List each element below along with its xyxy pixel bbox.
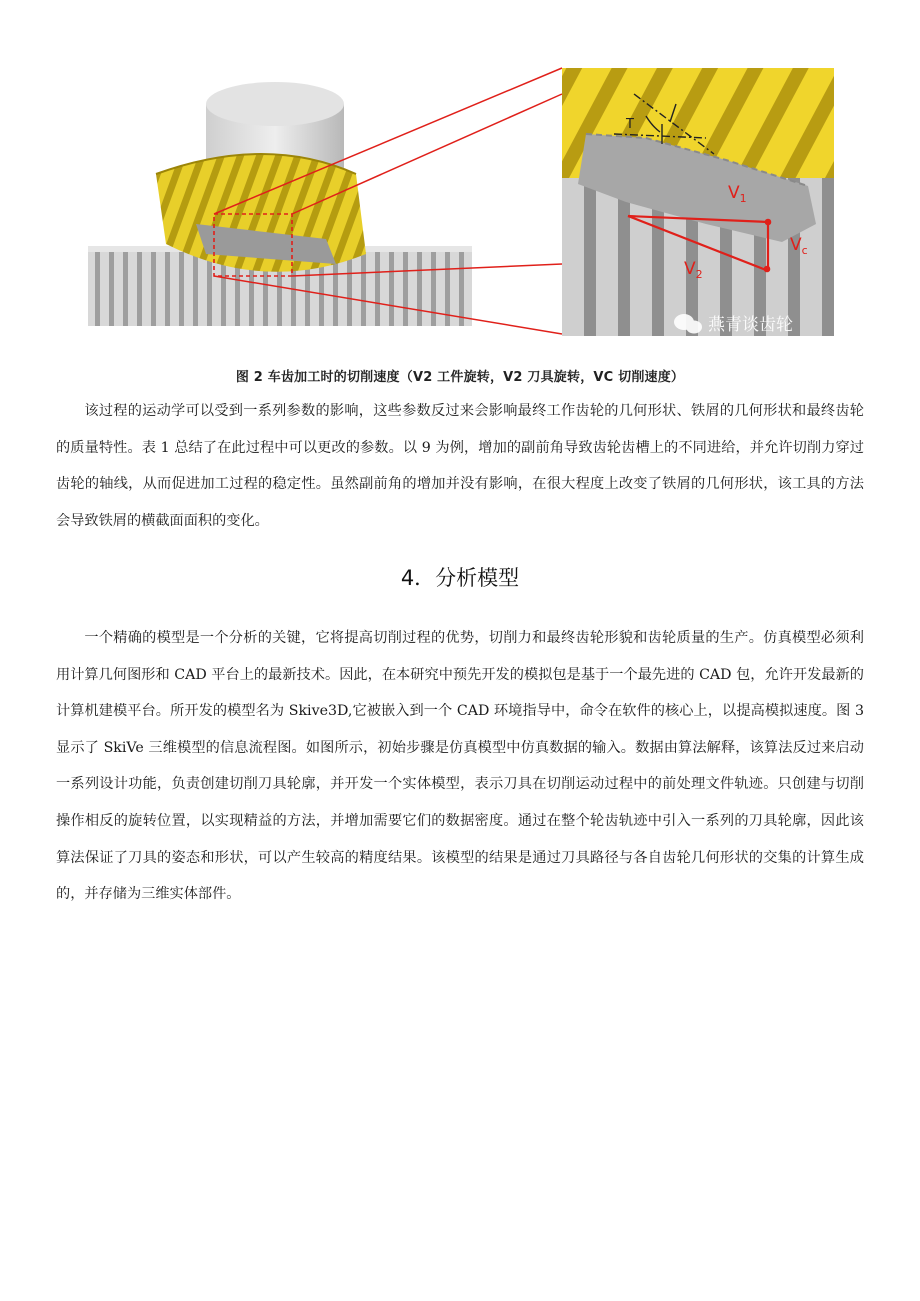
watermark-text: 燕青谈齿轮	[708, 315, 793, 335]
figure-caption: 图 2 车齿加工时的切削速度（V2 工件旋转，V2 刀具旋转，VC 切削速度）	[235, 370, 685, 385]
label-vc: $V_c$	[790, 235, 808, 257]
figure-illustration	[86, 64, 836, 340]
section-heading: 4．分析模型	[400, 566, 520, 590]
paragraph-model: 一个精确的模型是一个分析的关键，它将提高切削过程的优势，切削力和最终齿轮形貌和齿轮质量的生产。仿真模型必须利用计算几何图形和 CAD 平台上的最新技术。因此，在本研究中预先开发的模拟包是基于一个最先进的 CAD 包，允许开发最新的计算机建模平台。所开发的模型名为 Skive3D,它被嵌入到一个 CAD 环境指导中，命令在软件的核心上，以提高模拟速度。图 3 显示了 SkiVe 三维模型的信息流程图。如图所示，初始步骤是仿真模型中仿真数据的输入。数据由算法解释，该算法反过来启动一系列设计功能，负责创建切削刀具轮廓，并开发一个实体模型，表示刀具在切削运动过程中的前处理文件轨迹。只创建与切削操作相反的旋转位置，以实现精益的方法，并增加需要它们的数据密度。通过在整个轮齿轨迹中引入一系列的刀具轮廓，因此该算法保证了刀具的姿态和形状，可以产生较高的精度结果。该模型的结果是通过刀具路径与各自齿轮几何形状的交集的计算生成的，并存储为三维实体部件。	[56, 630, 864, 903]
gear-skiving-figure	[86, 64, 836, 340]
label-v2: $V_2$	[684, 259, 703, 281]
label-v1: $V_1$	[728, 183, 747, 205]
paragraph-kinematics: 该过程的运动学可以受到一系列参数的影响，这些参数反过来会影响最终工作齿轮的几何形状、铁屑的几何形状和最终齿轮的质量特性。表 1 总结了在此过程中可以更改的参数。以 9 为例，增加的副前角导致齿轮齿槽上的不同进给，并允许切削力穿过齿轮的轴线，从而促进加工过程的稳定性。虽然副前角的增加并没有影响，在很大程度上改变了铁屑的几何形状，该工具的方法会导致铁屑的横截面面积的变化。	[56, 403, 864, 529]
watermark	[674, 314, 793, 335]
label-t: T	[626, 117, 634, 132]
zoom-panel	[562, 68, 834, 336]
